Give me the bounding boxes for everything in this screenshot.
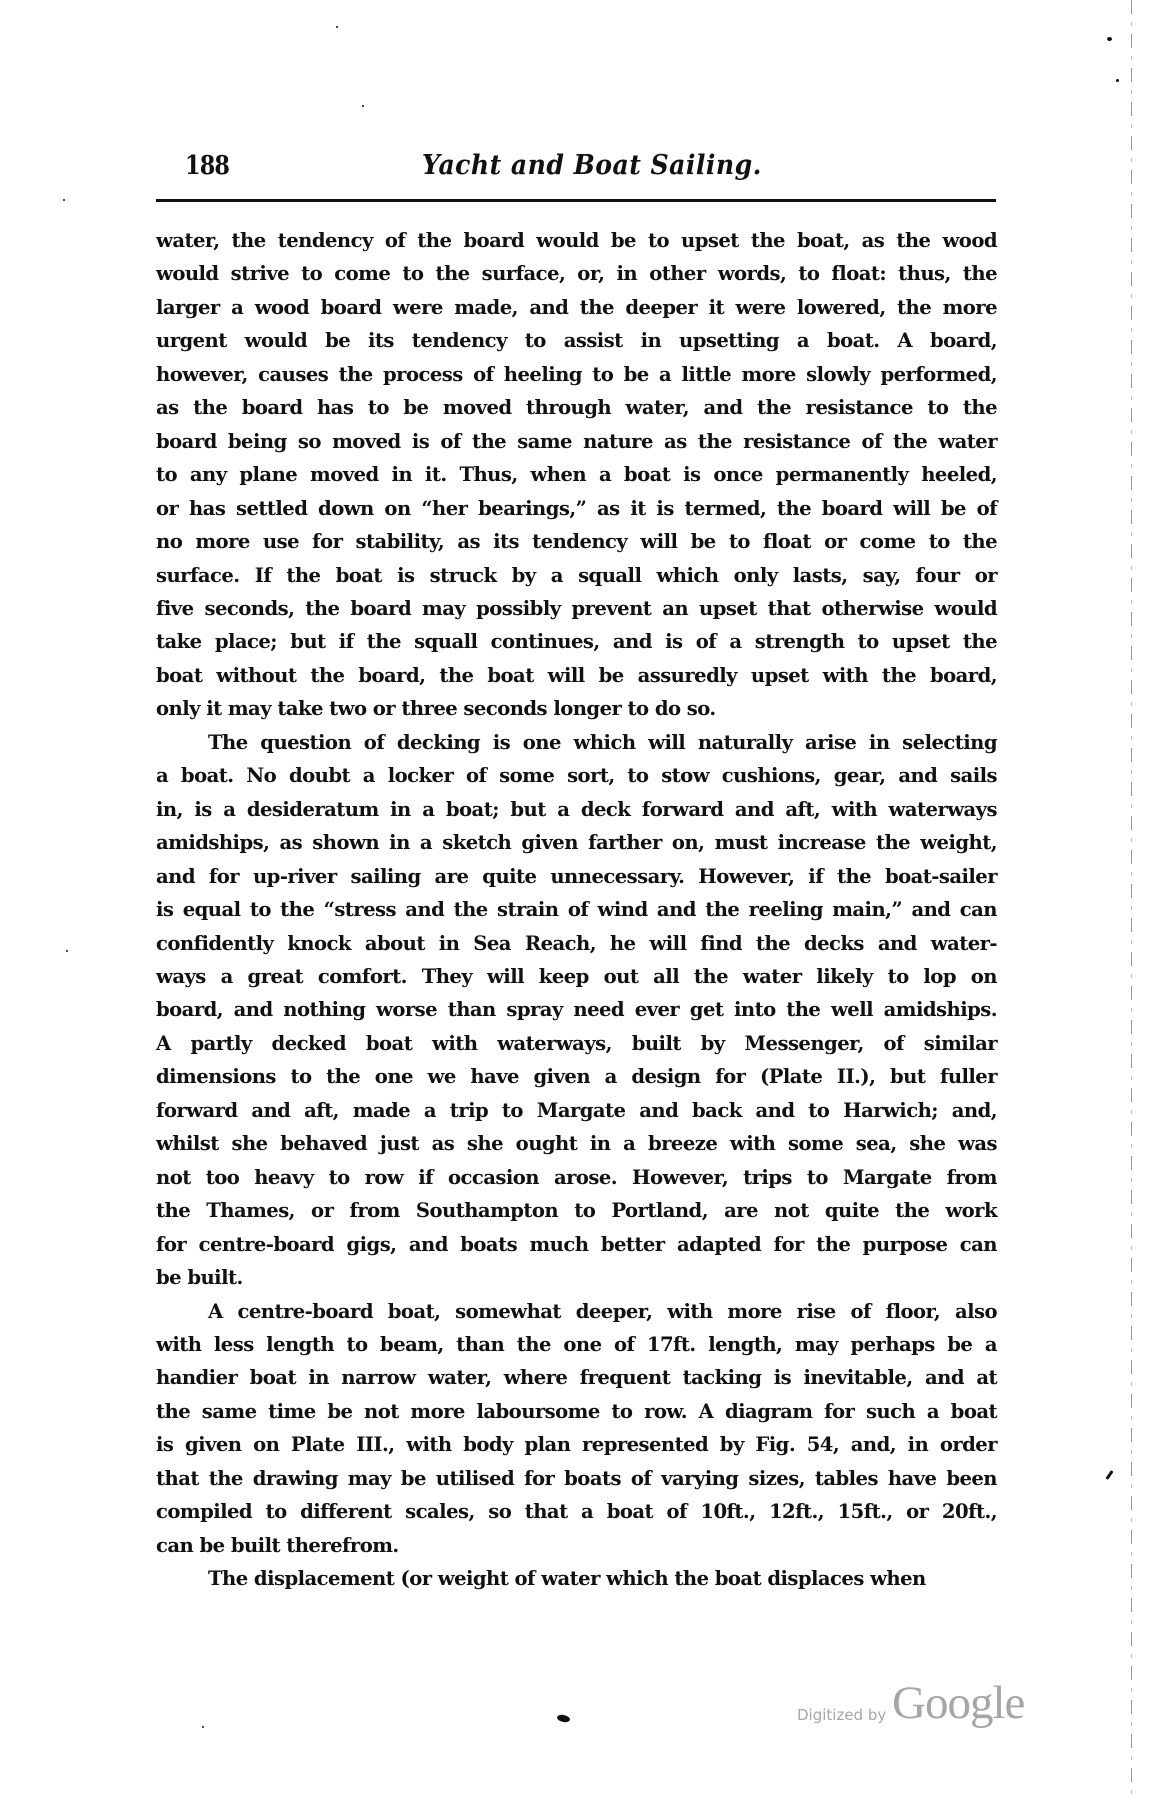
scan-speck: [66, 950, 68, 952]
text-line: the same time be not more laboursome to row. A diagram for such a boat: [156, 1399, 997, 1423]
text-line: The question of decking is one which will naturally arise in selecting: [208, 730, 997, 754]
text-line: be built.: [156, 1266, 243, 1290]
page-edge-line: [1131, 0, 1132, 1800]
running-title: Yacht and Boat Sailing.: [422, 150, 762, 181]
body-text: [156, 224, 997, 1596]
text-line: as the board has to be moved through water, and the resistance to the: [156, 396, 997, 420]
google-logo: Google: [892, 1677, 1025, 1729]
text-line: board, and nothing worse than spray need ever get into the well amidships.: [156, 998, 997, 1022]
text-line: is given on Plate III., with body plan represented by Fig. 54, and, in order: [156, 1433, 997, 1457]
text-line: would strive to come to the surface, or, in other words, to float: thus, the: [156, 262, 997, 286]
text-line: no more use for stability, as its tendency will be to float or come to the: [156, 530, 997, 554]
scan-speck: [336, 26, 338, 28]
watermark-prefix: Digitized by: [797, 1706, 887, 1724]
text-line: for centre-board gigs, and boats much better adapted for the purpose can: [156, 1232, 997, 1256]
text-line: can be built therefrom.: [156, 1533, 399, 1557]
text-line: only it may take two or three seconds longer to do so.: [156, 697, 716, 721]
text-line: larger a wood board were made, and the deeper it were lowered, the more: [156, 295, 997, 319]
text-line: boat without the board, the boat will be assuredly upset with the board,: [156, 663, 997, 687]
text-line: to any plane moved in it. Thus, when a boat is once permanently heeled,: [156, 463, 997, 487]
text-line: dimensions to the one we have given a design for (Plate II.), but fuller: [156, 1065, 997, 1089]
scan-speck: [202, 1726, 204, 1728]
scan-speck: [362, 105, 364, 107]
text-line: a boat. No doubt a locker of some sort, to stow cushions, gear, and sails: [156, 764, 997, 788]
text-line: whilst she behaved just as she ought in a breeze with some sea, she was: [156, 1132, 997, 1156]
text-line: that the drawing may be utilised for boats of varying sizes, tables have been: [156, 1466, 997, 1490]
text-line: A centre-board boat, somewhat deeper, with more rise of floor, also: [208, 1299, 997, 1323]
text-line: or has settled down on “her bearings,” as it is termed, the board will be of: [156, 496, 997, 520]
text-line: board being so moved is of the same nature as the resistance of the water: [156, 429, 997, 453]
text-line: The displacement (or weight of water which the boat displaces when: [208, 1567, 926, 1591]
paragraph: [156, 224, 997, 726]
header-rule: [156, 199, 996, 202]
text-line: confidently knock about in Sea Reach, he will find the decks and water-: [156, 931, 997, 955]
text-line: compiled to different scales, so that a boat of 10ft., 12ft., 15ft., or 20ft.,: [156, 1500, 997, 1524]
text-line: with less length to beam, than the one of 17ft. length, may perhaps be a: [156, 1332, 997, 1356]
scan-speck: [1105, 1470, 1113, 1480]
text-line: and for up-river sailing are quite unnecessary. However, if the boat-sailer: [156, 864, 997, 888]
text-line: forward and aft, made a trip to Margate and back and to Harwich; and,: [156, 1098, 997, 1122]
page-number: 188: [185, 151, 230, 181]
scan-speck: [556, 1714, 570, 1724]
text-line: the Thames, or from Southampton to Portland, are not quite the work: [156, 1199, 997, 1223]
scan-speck: [63, 199, 65, 201]
paragraph: [156, 1562, 997, 1595]
text-line: five seconds, the board may possibly prevent an upset that otherwise would: [156, 596, 997, 620]
text-line: handier boat in narrow water, where frequent tacking is inevitable, and at: [156, 1366, 997, 1390]
text-line: take place; but if the squall continues, and is of a strength to upset the: [156, 630, 997, 654]
scan-speck: [1107, 37, 1112, 41]
paragraph: [156, 1295, 997, 1563]
paragraph: [156, 726, 997, 1295]
running-head: [156, 148, 996, 188]
text-line: however, causes the process of heeling to be a little more slowly performed,: [156, 362, 997, 386]
text-line: in, is a desideratum in a boat; but a deck forward and aft, with waterways: [156, 797, 997, 821]
text-line: is equal to the “stress and the strain of wind and the reeling main,” and can: [156, 898, 997, 922]
text-line: A partly decked boat with waterways, built by Messenger, of similar: [156, 1031, 997, 1055]
text-line: water, the tendency of the board would be to upset the boat, as the wood: [156, 229, 997, 252]
text-line: amidships, as shown in a sketch given farther on, must increase the weight,: [156, 831, 997, 855]
scan-speck: [1116, 79, 1119, 82]
text-line: not too heavy to row if occasion arose. However, trips to Margate from: [156, 1165, 997, 1189]
text-line: urgent would be its tendency to assist in upsetting a boat. A board,: [156, 329, 997, 353]
text-line: surface. If the boat is struck by a squall which only lasts, say, four or: [156, 563, 997, 587]
text-line: ways a great comfort. They will keep out all the water likely to lop on: [156, 964, 997, 988]
